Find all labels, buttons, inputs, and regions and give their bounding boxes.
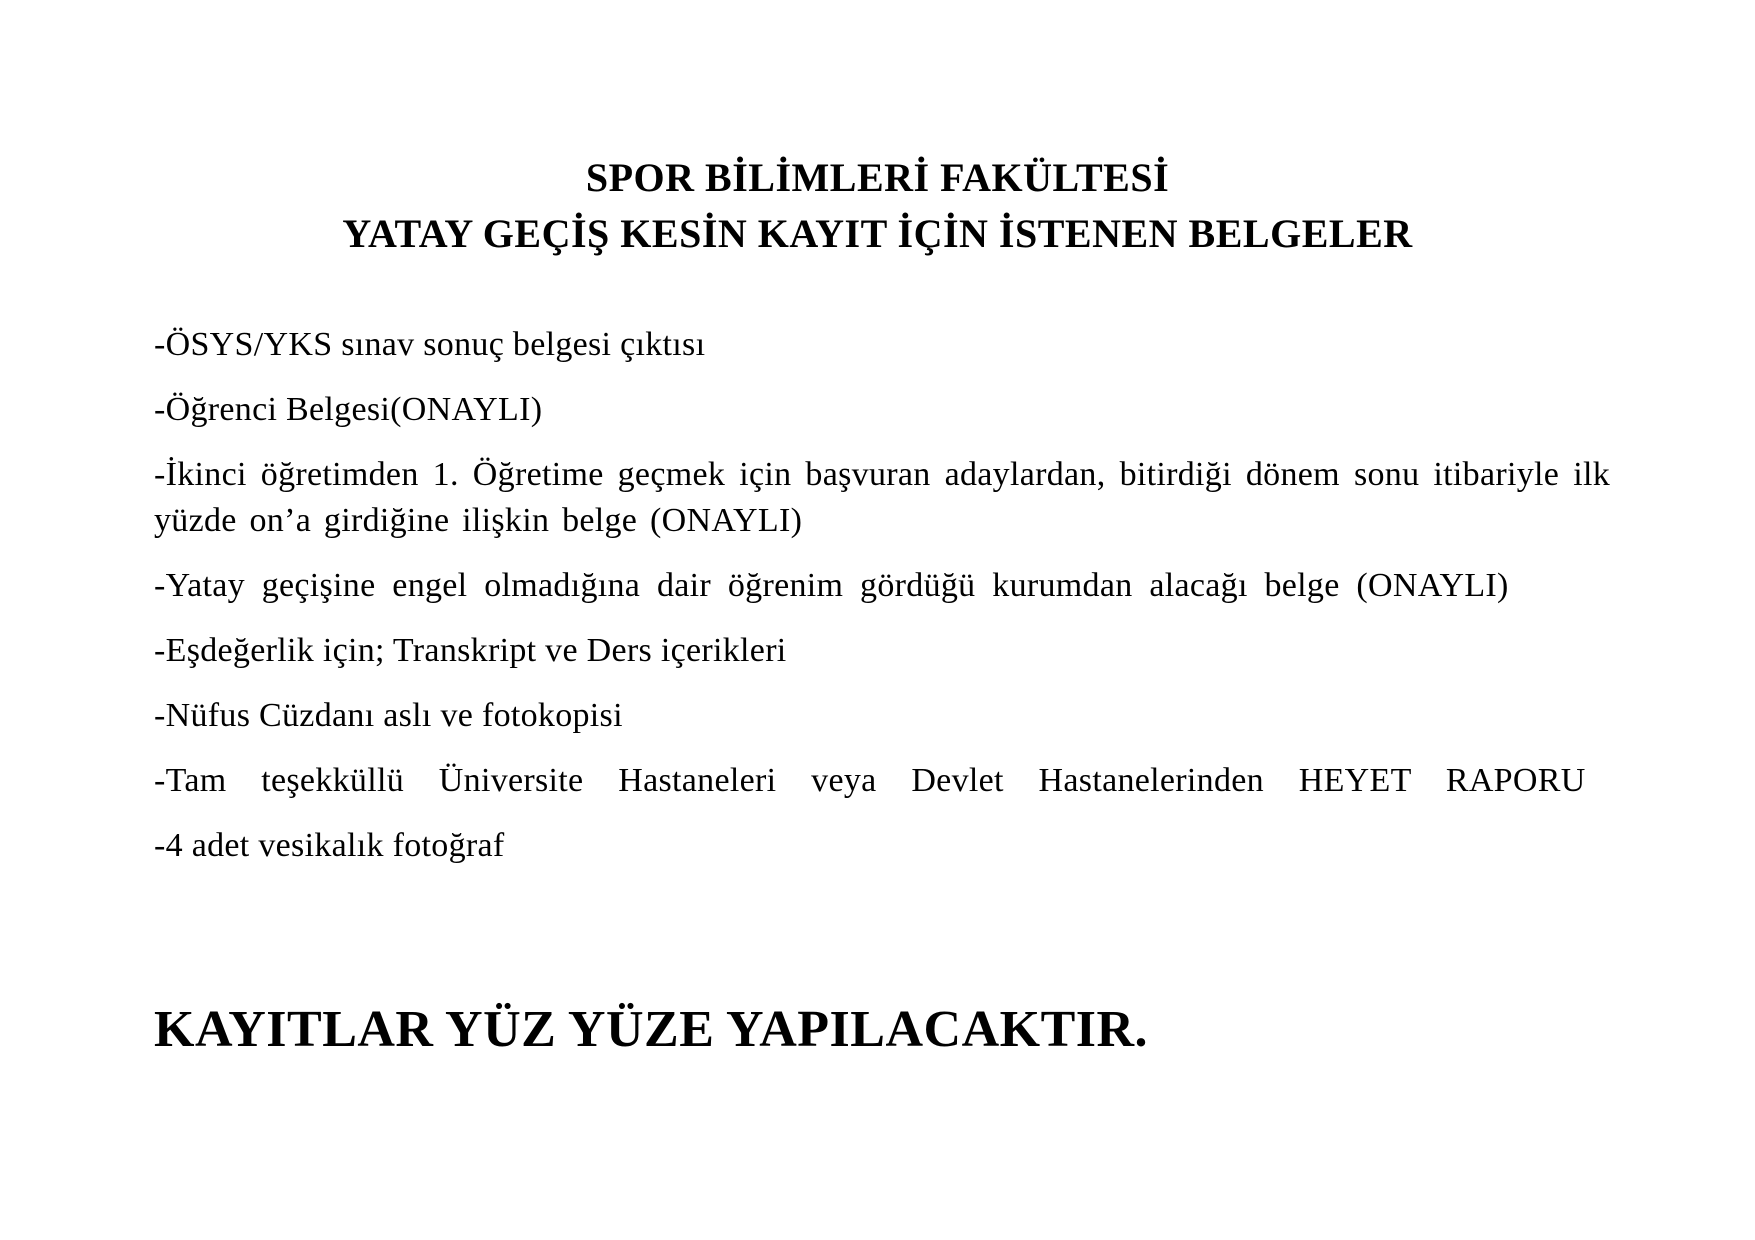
list-item: -İkinci öğretimden 1. Öğretime geçmek için başvuran adaylardan, bitirdiği dönem sonu itibariyle ilk yüzde on’a girdiğine ilişkin belge (ONAYLI) [154,456,1610,539]
list-item: -Nüfus Cüzdanı aslı ve fotokopisi [154,697,623,734]
faculty-title: SPOR BİLİMLERİ FAKÜLTESİ [585,155,1170,200]
list-item: -ÖSYS/YKS sınav sonuç belgesi çıktısı [154,326,706,363]
list-item: -Tam teşekküllü Üniversite Hastaneleri veya Devlet Hastanelerinden HEYET RAPORU [154,762,1586,799]
list-item: -Eşdeğerlik için; Transkript ve Ders içerikleri [154,632,787,669]
document-title: YATAY GEÇİŞ KESİN KAYIT İÇİN İSTENEN BELGELER [342,211,1413,256]
list-item: -Yatay geçişine engel olmadığına dair öğrenim gördüğü kurumdan alacağı belge (ONAYLI) [154,567,1509,604]
closing-notice: KAYITLAR YÜZ YÜZE YAPILACAKTIR. [154,1001,1149,1058]
list-item: -Öğrenci Belgesi(ONAYLI) [154,391,543,428]
list-item: -4 adet vesikalık fotoğraf [154,827,505,864]
requirements-list [154,322,1610,888]
